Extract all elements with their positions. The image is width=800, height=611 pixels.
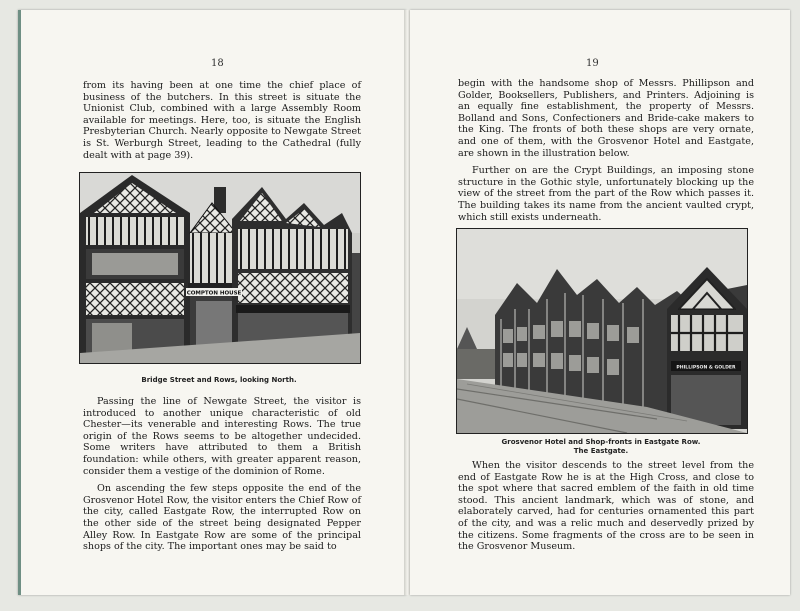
- left-top-text: [83, 80, 361, 161]
- right-page: [410, 10, 790, 595]
- caption-right: [456, 438, 746, 456]
- left-paragraph-1: Passing the line of Newgate Street, the visitor is introduced to another unique characteristic of old Chester—its venerable and interesting Rows. The true origin of the Rows seems to be altogether undecided. Some writers have attributed to them a British foundation: while others, with greater apparent reason, consider them a vestige of the dominion of Rome.: [83, 396, 361, 477]
- left-paragraph-2: On ascending the few steps opposite the end of the Grosvenor Hotel Row, the visitor enters the Chief Row of the city, called Eastgate Row, the interrupted Row on the other side of the street being designated Pepper Alley Row. In Eastgate Row are some of the principal shops of the city. The important ones may be said to: [83, 483, 361, 553]
- bridge-street-illustration: [80, 173, 360, 363]
- page-number-right: 19: [586, 58, 599, 69]
- right-paragraph-3: When the visitor descends to the street level from the end of Eastgate Row he is at the High Cross, and close to the spot where that sacred emblem of the faith in old time stood. This ancient landmark, which was of stone, and elaborately carved, had for centuries ornamented this part of the city, and was a relic much and deservedly prized by the citizens. Some fragments of the cross are to be seen in the Grosvenor Museum.: [458, 460, 754, 553]
- phillipson-golder-sign: PHILLIPSON & GOLDER: [676, 365, 736, 371]
- caption-left: Bridge Street and Rows, looking North.: [141, 376, 297, 384]
- page-number-left: 18: [211, 58, 224, 69]
- photo-eastgate-row: [456, 228, 748, 434]
- left-top-paragraph: from its having been at one time the chief place of business of the butchers. In this street is situate the Unionist Club, combined with a large Assembly Room available for meetings. Here, too, is situate the English Presbyterian Church. Nearly opposite to Newgate Street is St. Werburgh Street, leading to the Cathedral (fully dealt with at page 39).: [83, 80, 361, 161]
- right-top-text: [458, 78, 754, 223]
- right-paragraph-2: Further on are the Crypt Buildings, an imposing stone structure in the Gothic style, unfortunately blocking up the view of the street from the part of the Row which passes it. The building takes its name from the ancient vaulted crypt, which still exists underneath.: [458, 165, 754, 223]
- right-bottom-text: [458, 460, 754, 553]
- right-paragraph-1: begin with the handsome shop of Messrs. Phillipson and Golder, Booksellers, Publishers, and Printers. Adjoining is an equally fine establishment, the property of Messrs. Bolland and Sons, Confectioners and Bride-cake makers to the King. The fronts of both these shops are very ornate, and one of them, with the Grosvenor Hotel and Eastgate, are shown in the illustration below.: [458, 78, 754, 159]
- caption-right-line-2: The Eastgate.: [573, 447, 629, 455]
- book-spread: [18, 10, 790, 595]
- caption-right-line-1: Grosvenor Hotel and Shop-fronts in Eastgate Row.: [501, 438, 701, 446]
- photo-bridge-street: [79, 172, 361, 364]
- left-body-text: [83, 396, 361, 553]
- left-page: [18, 10, 406, 595]
- eastgate-row-illustration: [457, 229, 747, 433]
- compton-house-sign: COMPTON HOUSE: [186, 290, 242, 297]
